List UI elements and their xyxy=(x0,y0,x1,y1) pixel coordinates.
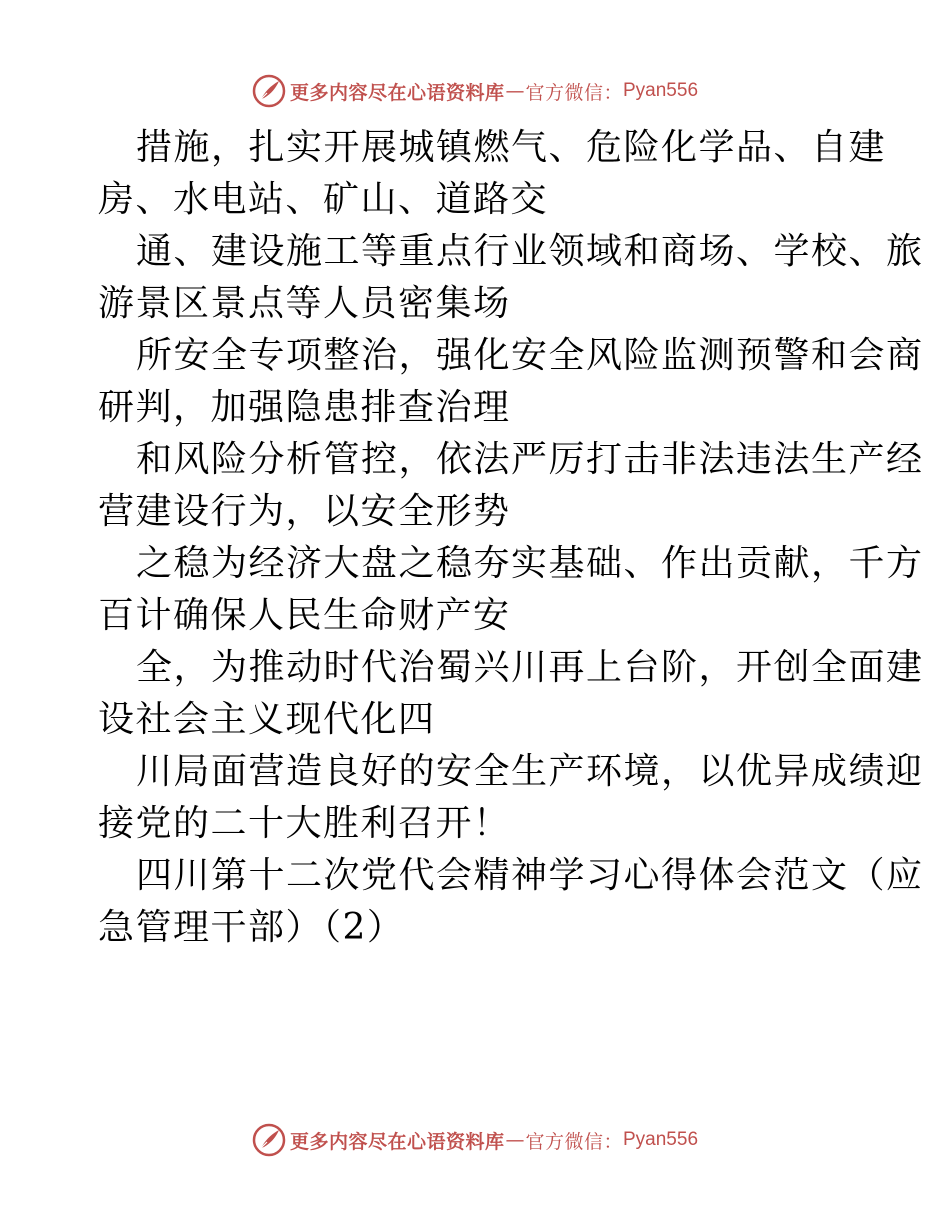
watermark-dash: — xyxy=(505,80,525,102)
paragraph-line: 四川第十二次党代会精神学习心得体会范文（应 xyxy=(136,855,924,896)
header-watermark xyxy=(0,71,950,111)
paragraph-line: 接党的二十大胜利召开！ xyxy=(98,803,511,844)
paragraph-line: 设社会主义现代化四 xyxy=(98,699,436,740)
paragraph-line: 措施，扎实开展城镇燃气、危险化学品、自建 xyxy=(136,127,887,168)
paragraph-6 xyxy=(98,642,924,746)
paragraph-line: 和风险分析管控，依法严厉打击非法违法生产经 xyxy=(136,439,924,480)
paragraph-3 xyxy=(98,330,924,434)
paragraph-line: 之稳为经济大盘之稳夯实基础、作出贡献，千方 xyxy=(136,543,924,584)
paragraph-7 xyxy=(98,746,924,850)
watermark-dash: — xyxy=(505,1129,525,1151)
paragraph-line: 营建设行为，以安全形势 xyxy=(98,491,511,532)
watermark-wechat-id: Pyan556 xyxy=(623,80,699,101)
paragraph-5 xyxy=(98,538,924,642)
paragraph-line: 通、建设施工等重点行业领域和商场、学校、旅 xyxy=(136,231,924,272)
paragraph-line: 百计确保人民生命财产安 xyxy=(98,595,511,636)
paragraph-line: 急管理干部）（2） xyxy=(98,907,405,948)
quill-logo-icon xyxy=(252,74,286,108)
watermark-suffix: 官方微信： xyxy=(525,1130,623,1153)
watermark-text: 更多内容尽在心语资料库 xyxy=(289,81,505,104)
watermark-text: 更多内容尽在心语资料库 xyxy=(289,1130,505,1153)
document-body xyxy=(98,122,924,954)
paragraph-line: 全，为推动时代治蜀兴川再上台阶，开创全面建 xyxy=(136,647,924,688)
paragraph-1 xyxy=(98,122,887,226)
paragraph-2 xyxy=(98,226,924,330)
footer-watermark xyxy=(0,1120,950,1160)
quill-logo-icon xyxy=(252,1123,286,1157)
paragraph-line: 游景区景点等人员密集场 xyxy=(98,283,511,324)
watermark-suffix: 官方微信： xyxy=(525,81,623,104)
paragraph-line: 研判，加强隐患排查治理 xyxy=(98,387,511,428)
watermark-wechat-id: Pyan556 xyxy=(623,1129,699,1150)
paragraph-line: 川局面营造良好的安全生产环境，以优异成绩迎 xyxy=(136,751,924,792)
paragraph-4 xyxy=(98,434,924,538)
paragraph-line: 所安全专项整治，强化安全风险监测预警和会商 xyxy=(136,335,924,376)
paragraph-line: 房、水电站、矿山、道路交 xyxy=(98,179,549,220)
section-title xyxy=(98,850,924,954)
